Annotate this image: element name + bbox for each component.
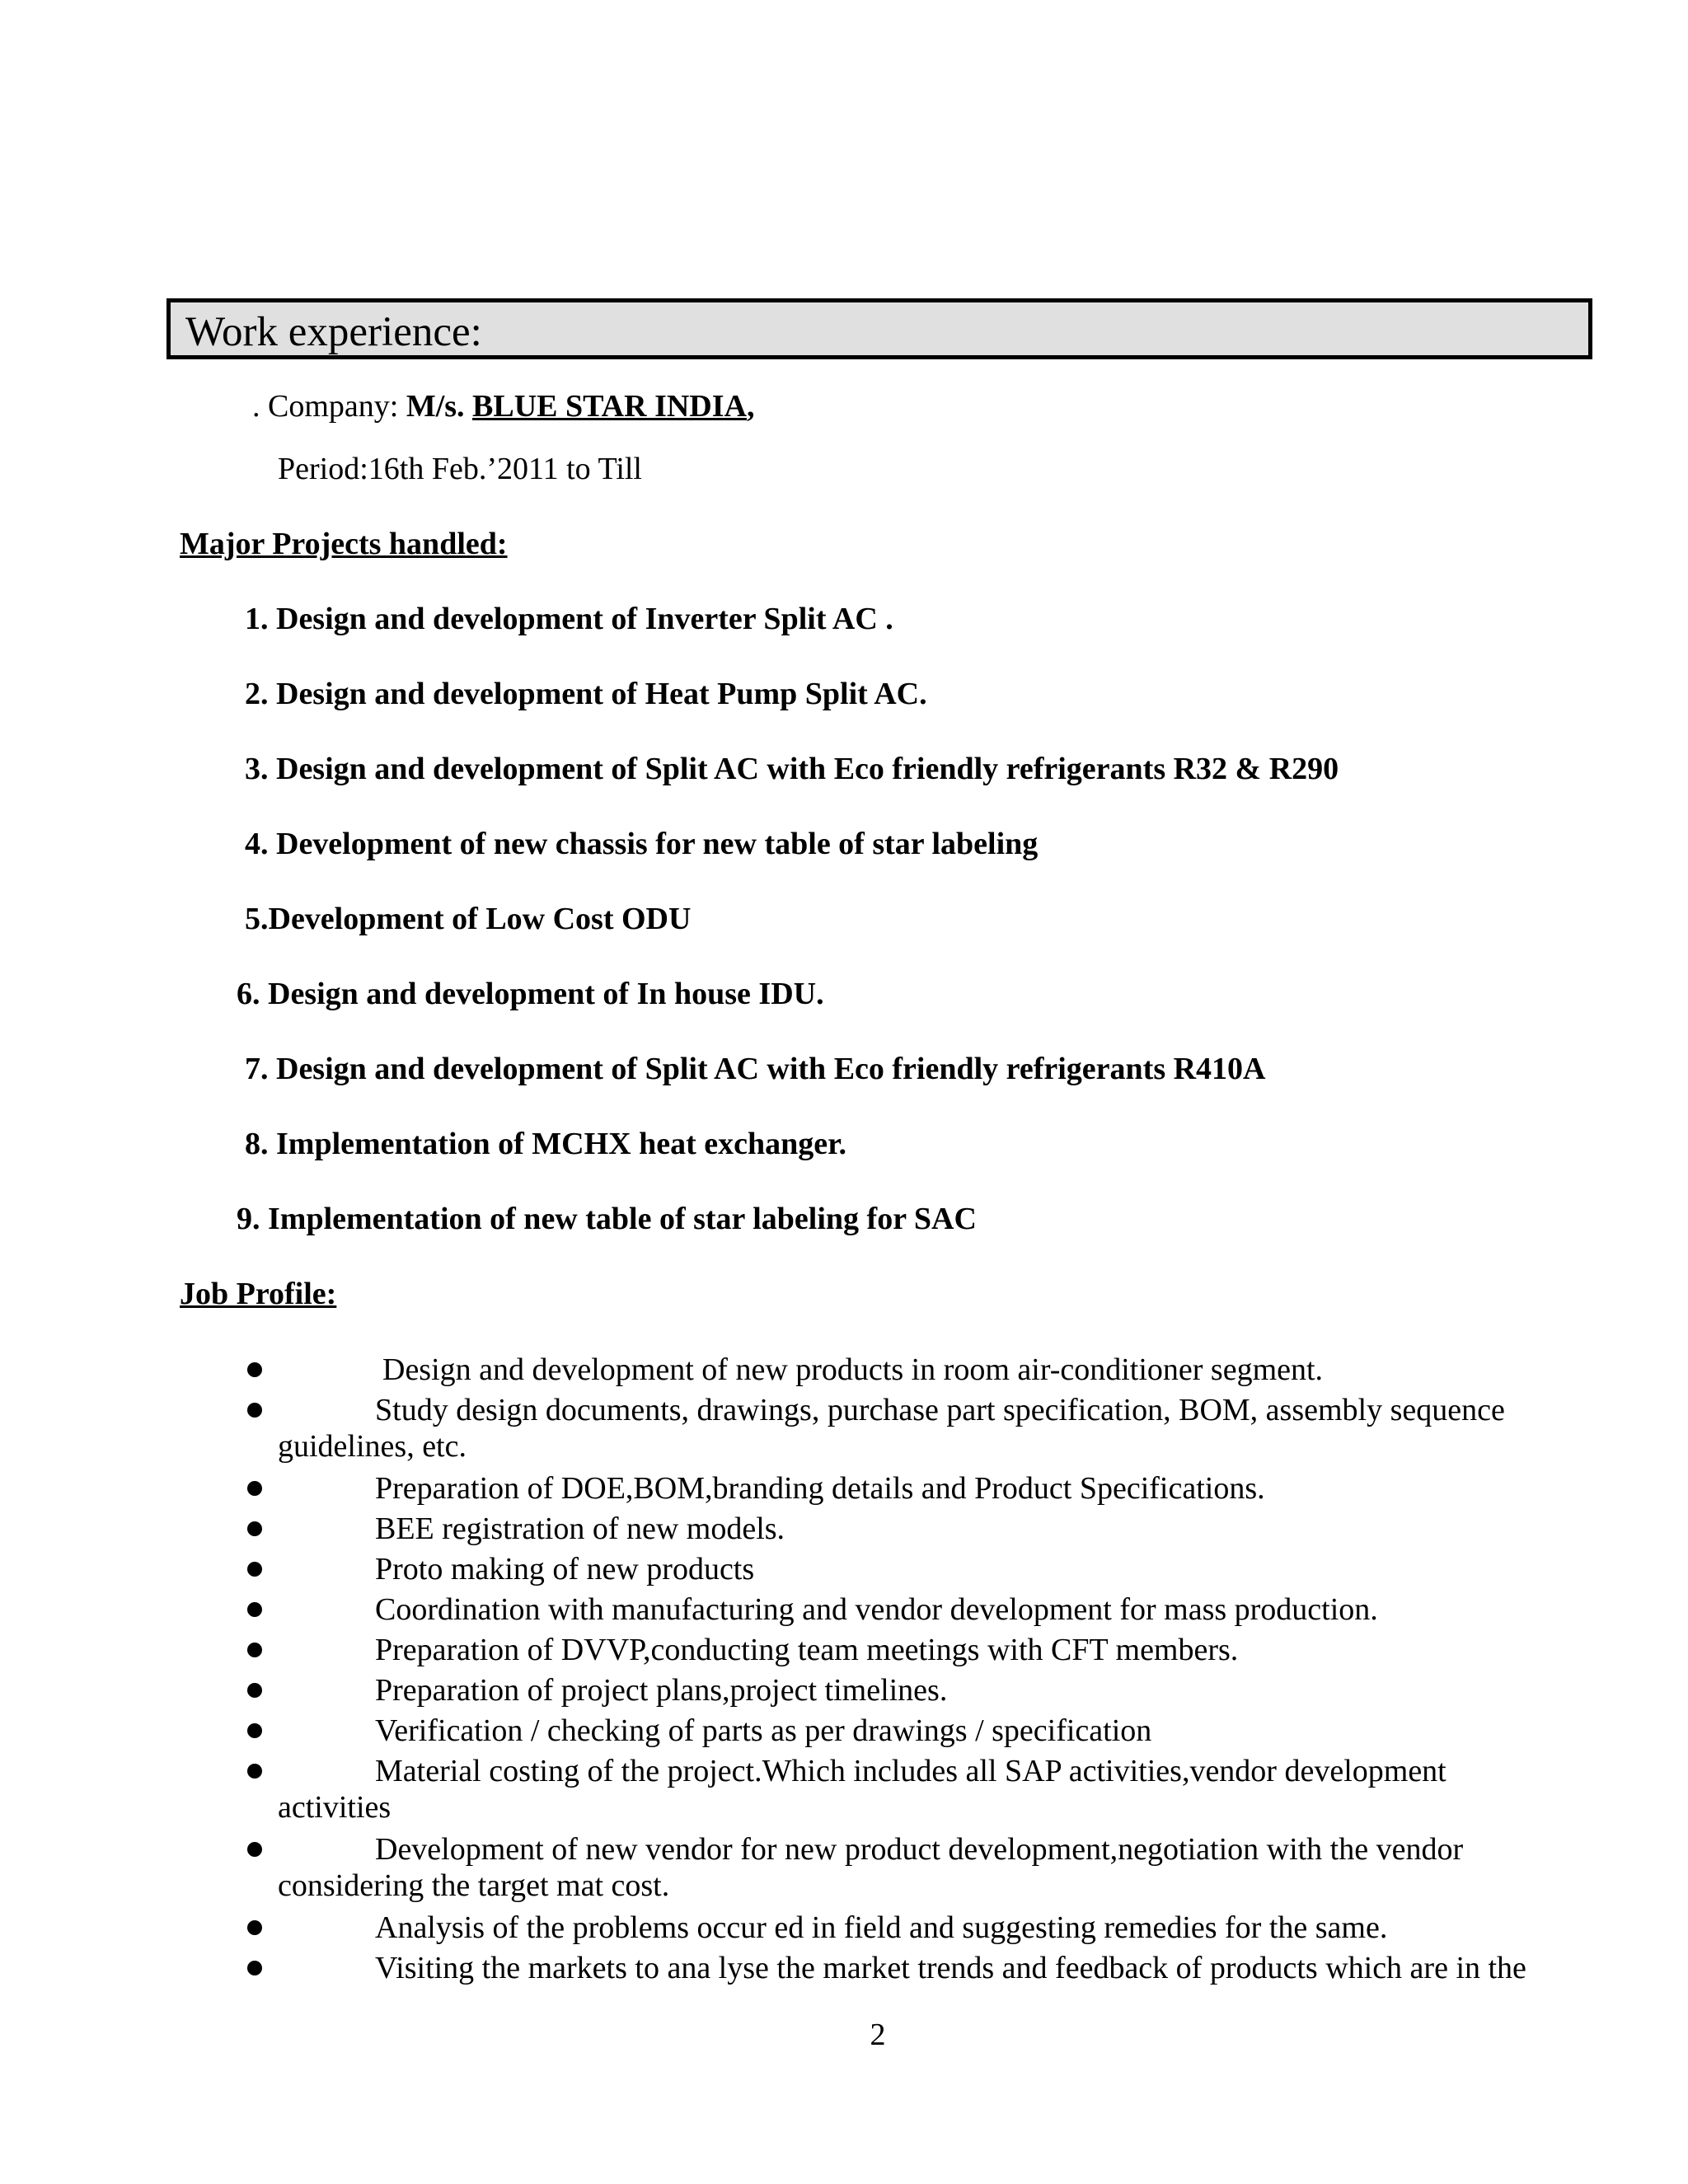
- section-title: Work experience:: [185, 309, 482, 355]
- bullet-dot: [247, 1764, 262, 1779]
- job-item-text: Preparation of project plans,project timelines.: [375, 1673, 948, 1708]
- section-header-box: [166, 298, 1592, 359]
- job-item-text: Study design documents, drawings, purchase part specification, BOM, assembly sequence: [375, 1393, 1505, 1427]
- page-number: 2: [870, 2018, 886, 2052]
- project-item: 9. Implementation of new table of star labeling for SAC: [237, 1202, 977, 1236]
- job-item-text: Development of new vendor for new product development,negotiation with the vendor: [375, 1832, 1464, 1867]
- job-item-text: Preparation of DVVP,conducting team meetings with CFT members.: [375, 1633, 1239, 1667]
- job-item-text: Visiting the markets to ana lyse the market trends and feedback of products which are in the: [375, 1951, 1526, 1985]
- bullet-dot: [247, 1362, 262, 1377]
- job-item-text: Preparation of DOE,BOM,branding details and Product Specifications.: [375, 1471, 1265, 1506]
- project-item: 3. Design and development of Split AC with Eco friendly refrigerants R32 & R290: [245, 752, 1339, 786]
- company-period: Period:16th Feb.’2011 to Till: [278, 452, 642, 486]
- bullet-dot: [247, 1602, 262, 1617]
- job-item-text: BEE registration of new models.: [375, 1511, 785, 1546]
- job-profile-heading: Job Profile:: [180, 1277, 337, 1311]
- company-name-prefix: M/s.: [406, 389, 473, 424]
- project-item: 7. Design and development of Split AC with Eco friendly refrigerants R410A: [245, 1052, 1266, 1086]
- job-item-continuation: guidelines, etc.: [278, 1429, 467, 1464]
- bullet-dot: [247, 1842, 262, 1857]
- project-item: 8. Implementation of MCHX heat exchanger.: [245, 1127, 847, 1161]
- company-suffix: ,: [746, 389, 755, 424]
- bullet-dot: [247, 1643, 262, 1657]
- bullet-dot: [247, 1920, 262, 1935]
- projects-heading: Major Projects handled:: [180, 527, 508, 561]
- job-item-continuation: considering the target mat cost.: [278, 1868, 670, 1903]
- project-item: 5.Development of Low Cost ODU: [245, 902, 692, 936]
- bullet-dot: [247, 1683, 262, 1698]
- bullet-dot: [247, 1961, 262, 1975]
- job-item-text: Coordination with manufacturing and vendor development for mass production.: [375, 1592, 1378, 1627]
- company-prefix: . Company:: [252, 389, 406, 424]
- bullet-dot: [247, 1481, 262, 1496]
- project-item: 6. Design and development of In house IDU.: [237, 977, 824, 1011]
- project-item: 2. Design and development of Heat Pump Split AC.: [245, 677, 927, 711]
- job-item-continuation: activities: [278, 1790, 392, 1825]
- company-line: [252, 387, 754, 425]
- job-item-text: Design and development of new products in room air-conditioner segment.: [382, 1352, 1324, 1387]
- bullet-dot: [247, 1562, 262, 1577]
- bullet-dot: [247, 1403, 262, 1418]
- job-item-text: Verification / checking of parts as per drawings / specification: [375, 1713, 1152, 1748]
- project-item: 1. Design and development of Inverter Split AC .: [245, 602, 893, 636]
- job-item-text: Analysis of the problems occur ed in field and suggesting remedies for the same.: [375, 1910, 1388, 1945]
- job-item-text: Material costing of the project.Which includes all SAP activities,vendor development: [375, 1754, 1447, 1788]
- job-item-text: Proto making of new products: [375, 1552, 755, 1586]
- bullet-dot: [247, 1723, 262, 1738]
- company-name: BLUE STAR INDIA: [472, 389, 747, 424]
- bullet-dot: [247, 1521, 262, 1536]
- project-item: 4. Development of new chassis for new table of star labeling: [245, 827, 1039, 861]
